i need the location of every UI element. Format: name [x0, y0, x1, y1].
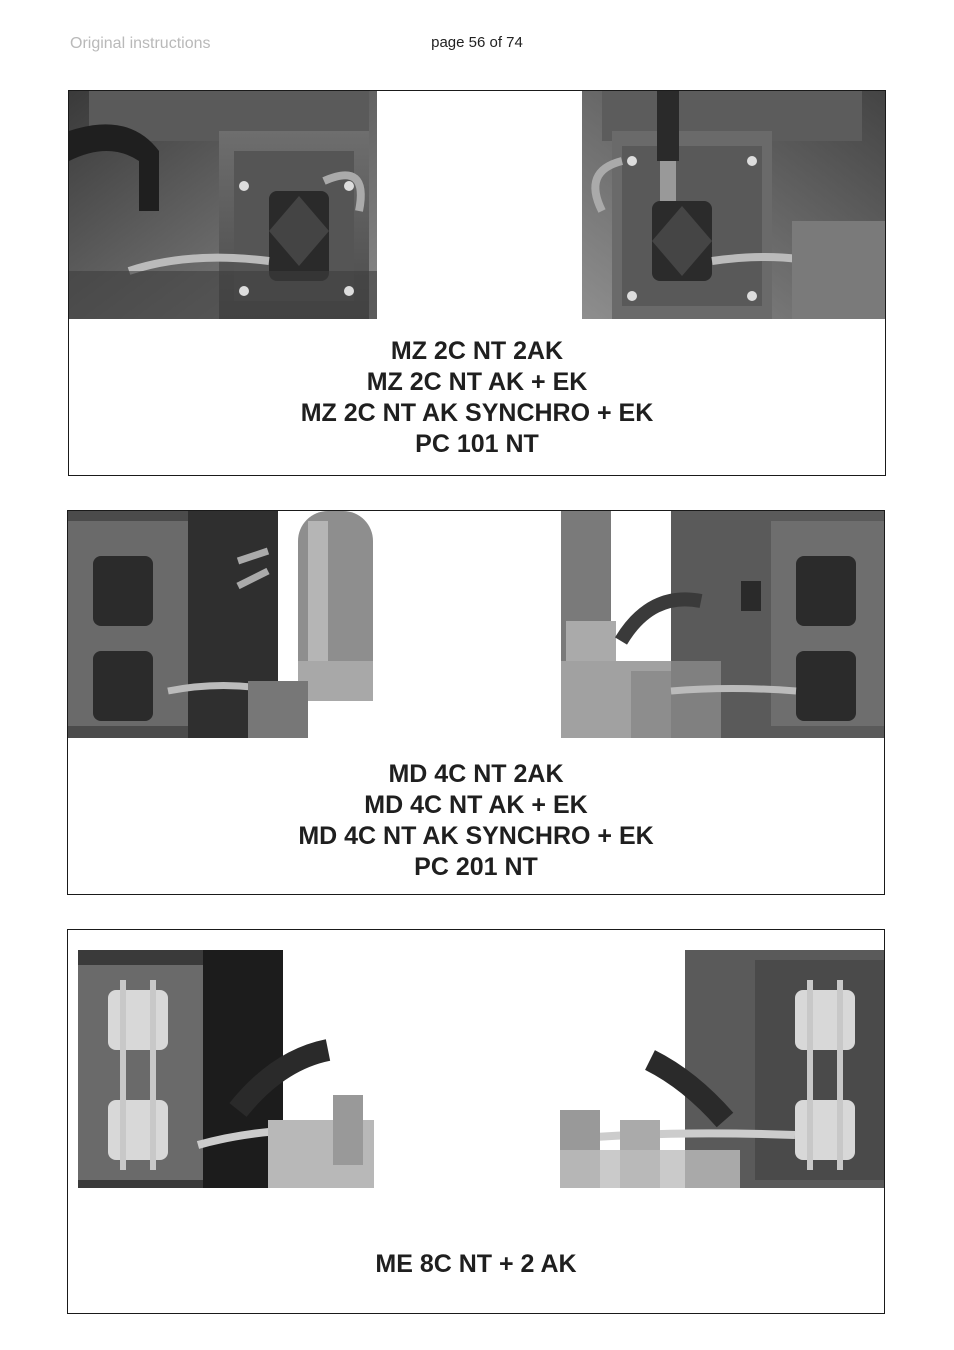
caption-line: MZ 2C NT AK SYNCHRO + EK	[300, 399, 654, 427]
caption-line: MD 4C NT AK SYNCHRO + EK	[298, 822, 654, 850]
model-caption	[68, 1249, 884, 1280]
pump-photo-right	[560, 950, 884, 1188]
caption-line: MZ 2C NT AK + EK	[366, 368, 588, 396]
product-panel-md-4c	[67, 510, 885, 895]
caption-line: PC 101 NT	[415, 430, 539, 458]
caption-line: MD 4C NT AK + EK	[364, 791, 588, 819]
model-caption	[69, 336, 885, 460]
pump-photo-right	[561, 511, 884, 738]
pump-photo-right	[582, 91, 885, 319]
page-number: page 56 of 74	[431, 34, 523, 51]
pump-photo-left	[69, 91, 377, 319]
header-original-instructions: Original instructions	[70, 35, 211, 52]
caption-line: PC 201 NT	[414, 853, 538, 881]
model-caption	[68, 759, 884, 883]
pump-photo-left	[68, 950, 374, 1188]
caption-line: MZ 2C NT 2AK	[390, 337, 564, 365]
caption-line: MD 4C NT 2AK	[388, 760, 564, 788]
caption-line: ME 8C NT + 2 AK	[375, 1250, 577, 1278]
pump-photo-left	[68, 511, 373, 738]
product-panel-me-8c	[67, 929, 885, 1314]
product-panel-mz-2c	[68, 90, 886, 476]
